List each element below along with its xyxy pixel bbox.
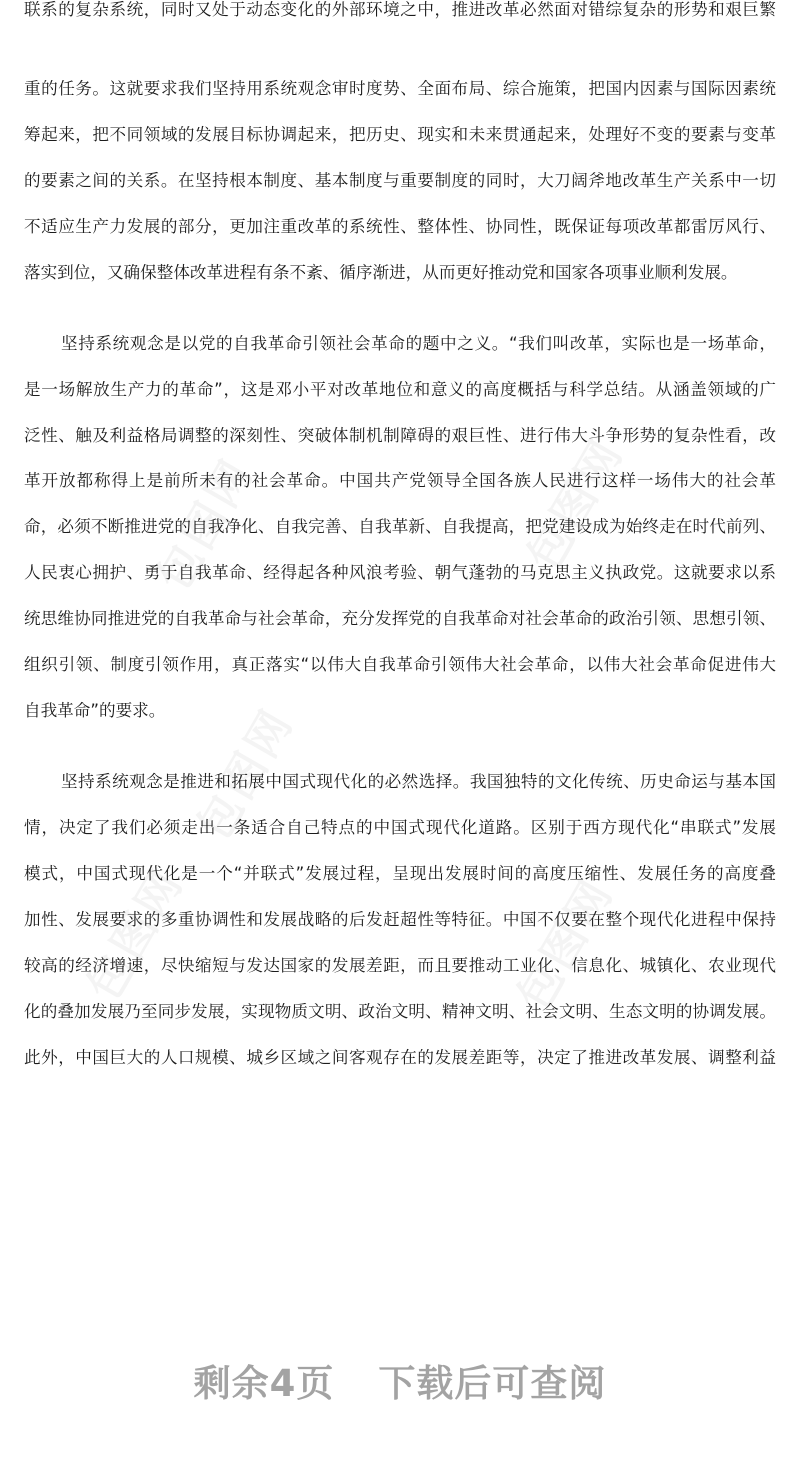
paragraph-line: 革开放都称得上是前所未有的社会革命。中国共产党领导全国各族人民进行这样一场伟大的社会革 <box>24 471 776 490</box>
paragraph-line: 命，必须不断推进党的自我净化、自我完善、自我革新、自我提高，把党建设成为始终走在时代前列、 <box>24 517 776 536</box>
paragraph-line: 落实到位，又确保整体改革进程有条不紊、循序渐进，从而更好推动党和国家各项事业顺利发展。 <box>24 263 738 282</box>
paragraph-line: 是一场解放生产力的革命”，这是邓小平对改革地位和意义的高度概括与科学总结。从涵盖领域的广 <box>24 380 776 399</box>
paragraph-line: 的要素之间的关系。在坚持根本制度、基本制度与重要制度的同时，大刀阔斧地改革生产关系中一切 <box>24 171 776 190</box>
paragraph-line: 统思维协同推进党的自我革命与社会革命，充分发挥党的自我革命对社会革命的政治引领、思想引领、 <box>24 609 776 628</box>
paragraph-line: 模式，中国式现代化是一个“并联式”发展过程，呈现出发展时间的高度压缩性、发展任务的高度叠 <box>24 864 776 883</box>
paragraph-line: 此外，中国巨大的人口规模、城乡区域之间客观存在的发展差距等，决定了推进改革发展、调整利益 <box>24 1048 776 1067</box>
paragraph-line: 人民衷心拥护、勇于自我革命、经得起各种风浪考验、朝气蓬勃的马克思主义执政党。这就要求以系 <box>24 563 776 582</box>
paragraph-line: 化的叠加发展乃至同步发展，实现物质文明、政治文明、精神文明、社会文明、生态文明的协调发展。 <box>24 1002 776 1021</box>
paragraph-line: 组织引领、制度引领作用，真正落实“以伟大自我革命引领伟大社会革命，以伟大社会革命促进伟大 <box>24 655 776 674</box>
paragraph-line: 联系的复杂系统，同时又处于动态变化的外部环境之中，推进改革必然面对错综复杂的形势和艰巨繁 <box>24 0 776 19</box>
remaining-pages-banner[interactable] <box>0 1360 800 1408</box>
paragraph-line: 筹起来，把不同领域的发展目标协调起来，把历史、现实和未来贯通起来，处理好不变的要素与变革 <box>24 125 776 144</box>
paragraph-line: 泛性、触及利益格局调整的深刻性、突破体制机制障碍的艰巨性、进行伟大斗争形势的复杂性看，改 <box>24 426 776 445</box>
download-to-view-label: 下载后可查阅 <box>378 1362 607 1405</box>
paragraph-line: 加性、发展要求的多重协调性和发展战略的后发赶超性等特征。中国不仅要在整个现代化进程中保持 <box>24 910 776 929</box>
paragraph-line: 重的任务。这就要求我们坚持用系统观念审时度势、全面布局、综合施策，把国内因素与国际因素统 <box>24 79 776 98</box>
paragraph-line: 不适应生产力发展的部分，更加注重改革的系统性、整体性、协同性，既保证每项改革都雷厉风行、 <box>24 217 776 236</box>
paragraph-line: 自我革命”的要求。 <box>24 701 166 720</box>
paragraph-line: 较高的经济增速，尽快缩短与发达国家的发展差距，而且要推动工业化、信息化、城镇化、农业现代 <box>24 956 776 975</box>
watermark <box>498 864 625 1021</box>
paragraph-line: 情，决定了我们必须走出一条适合自己特点的中国式现代化道路。区别于西方现代化“串联式”发展 <box>24 818 776 837</box>
pages-left-label: 剩余4页 <box>193 1362 335 1405</box>
paragraph-line: 坚持系统观念是推进和拓展中国式现代化的必然选择。我国独特的文化传统、历史命运与基本国 <box>61 772 776 791</box>
paragraph-line: 坚持系统观念是以党的自我革命引领社会革命的题中之义。“我们叫改革，实际也是一场革命， <box>61 334 776 353</box>
